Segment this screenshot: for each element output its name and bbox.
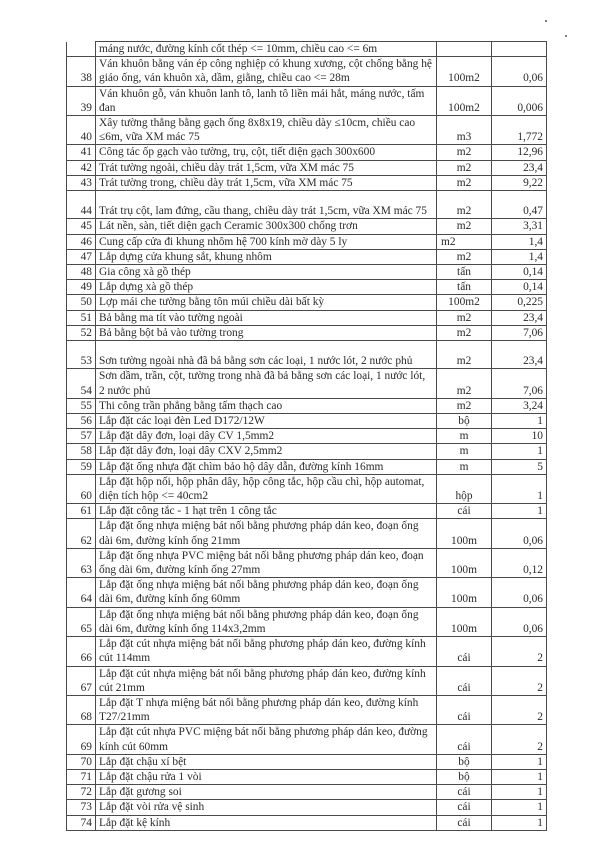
table-row <box>67 444 547 459</box>
row-description: Lắp đặt ống nhựa miệng bát nối bằng phương pháp dán keo, đoạn ống dài 6m, đường kính ống 114x3,2mm <box>96 607 437 636</box>
table-row <box>67 769 547 784</box>
row-number: 70 <box>67 754 96 769</box>
row-quantity: 0,225 <box>492 295 547 310</box>
row-number: 56 <box>67 414 96 429</box>
table-row <box>67 459 547 474</box>
row-unit: tấn <box>437 265 492 280</box>
row-number: 68 <box>67 695 96 724</box>
table-row <box>67 398 547 413</box>
row-number: 61 <box>67 504 96 519</box>
row-number: 62 <box>67 519 96 548</box>
row-description: Lắp đặt kệ kính <box>96 815 437 830</box>
row-unit: bộ <box>437 754 492 769</box>
row-description: Gia công xà gồ thép <box>96 265 437 280</box>
row-unit: cái <box>437 815 492 830</box>
row-number: 71 <box>67 769 96 784</box>
table-row <box>67 249 547 264</box>
row-unit: m2 <box>437 234 492 249</box>
row-description: Lắp đặt T nhựa miệng bát nối bằng phương pháp dán keo, đường kính T27/21mm <box>96 695 437 724</box>
row-number: 51 <box>67 310 96 325</box>
row-description: Lắp đặt ống nhựa miệng bát nối bằng phương pháp dán keo, đoạn ống dài 6m, đường kính ống 60mm <box>96 578 437 607</box>
row-number: 73 <box>67 800 96 815</box>
table-row <box>67 310 547 325</box>
row-unit: cái <box>437 666 492 695</box>
row-quantity: 2 <box>492 695 547 724</box>
row-unit: m2 <box>437 325 492 340</box>
row-description: Lát nền, sàn, tiết diện gạch Ceramic 300x300 chống trơn <box>96 219 437 234</box>
row-description: Lắp dựng xà gồ thép <box>96 280 437 295</box>
row-unit: bộ <box>437 414 492 429</box>
row-unit: m2 <box>437 175 492 190</box>
row-unit: 100m <box>437 578 492 607</box>
row-number: 64 <box>67 578 96 607</box>
row-unit: cái <box>437 637 492 666</box>
row-unit: m <box>437 429 492 444</box>
row-quantity: 1 <box>492 754 547 769</box>
row-quantity: 0,06 <box>492 57 547 86</box>
row-number: 53 <box>67 341 96 369</box>
row-number: 65 <box>67 607 96 636</box>
table-row <box>67 474 547 503</box>
row-description: Lắp đặt công tắc - 1 hạt trên 1 công tắc <box>96 504 437 519</box>
row-unit: cái <box>437 725 492 754</box>
row-unit: tấn <box>437 280 492 295</box>
row-quantity: 2 <box>492 725 547 754</box>
row-number: 52 <box>67 325 96 340</box>
row-quantity: 1,4 <box>492 234 547 249</box>
row-number: 46 <box>67 234 96 249</box>
row-quantity: 0,14 <box>492 280 547 295</box>
row-number: 49 <box>67 280 96 295</box>
row-unit: 100m2 <box>437 86 492 115</box>
table-row <box>67 725 547 754</box>
row-quantity: 7,06 <box>492 369 547 398</box>
row-quantity: 3,31 <box>492 219 547 234</box>
row-number: 45 <box>67 219 96 234</box>
row-quantity: 3,24 <box>492 398 547 413</box>
row-quantity: 10 <box>492 429 547 444</box>
table-body <box>67 42 547 831</box>
row-quantity: 0,12 <box>492 548 547 577</box>
row-quantity: 0,06 <box>492 519 547 548</box>
table-row <box>67 815 547 830</box>
row-number: 54 <box>67 369 96 398</box>
row-quantity: 1 <box>492 504 547 519</box>
scan-speck <box>565 35 567 37</box>
table-row <box>67 57 547 86</box>
row-number: 44 <box>67 191 96 219</box>
row-unit: 100m2 <box>437 295 492 310</box>
table-row <box>67 369 547 398</box>
table-row-continuation <box>67 42 547 57</box>
row-description: Bả bằng ma tít vào tường ngoài <box>96 310 437 325</box>
row-number: 38 <box>67 57 96 86</box>
row-unit: m2 <box>437 398 492 413</box>
row-description: Lắp đặt cút nhựa miệng bát nối bằng phương pháp dán keo, đường kính cút 114mm <box>96 637 437 666</box>
row-description: Trát tường trong, chiều dày trát 1,5cm, vữa XM mác 75 <box>96 175 437 190</box>
table-row <box>67 666 547 695</box>
row-description: Lắp đặt gương soi <box>96 785 437 800</box>
row-description: Bả bằng bột bả vào tường trong <box>96 325 437 340</box>
table-row <box>67 504 547 519</box>
table-row <box>67 341 547 369</box>
table-row <box>67 116 547 145</box>
row-quantity: 2 <box>492 637 547 666</box>
row-number: 47 <box>67 249 96 264</box>
row-description: Lắp đặt ống nhựa đặt chìm bảo hộ dây dẫn, đường kính 16mm <box>96 459 437 474</box>
row-number: 55 <box>67 398 96 413</box>
row-number: 57 <box>67 429 96 444</box>
row-unit: 100m <box>437 607 492 636</box>
row-quantity: 1,4 <box>492 249 547 264</box>
row-number: 43 <box>67 175 96 190</box>
table-row <box>67 325 547 340</box>
table-row <box>67 429 547 444</box>
table-row <box>67 607 547 636</box>
row-quantity: 0,14 <box>492 265 547 280</box>
row-number <box>67 42 96 57</box>
row-description: Lắp đặt cút nhựa miệng bát nối bằng phương pháp dán keo, đường kính cút 21mm <box>96 666 437 695</box>
table-row <box>67 86 547 115</box>
row-quantity: 0,006 <box>492 86 547 115</box>
row-unit: 100m <box>437 519 492 548</box>
row-number: 72 <box>67 785 96 800</box>
row-quantity: 1 <box>492 785 547 800</box>
row-number: 58 <box>67 444 96 459</box>
row-description: Lắp đặt dây đơn, loại dây CXV 2,5mm2 <box>96 444 437 459</box>
row-description: Lắp đặt ống nhựa PVC miệng bát nối bằng phương pháp dán keo, đoạn ống dài 6m, đường kính ống 27mm <box>96 548 437 577</box>
row-number: 50 <box>67 295 96 310</box>
row-unit: m2 <box>437 219 492 234</box>
row-description: Lắp đặt ống nhựa miệng bát nối bằng phương pháp dán keo, đoạn ống dài 6m, đường kính ống 21mm <box>96 519 437 548</box>
row-description: Xây tường thẳng bằng gạch ống 8x8x19, chiều dày ≤10cm, chiều cao ≤6m, vữa XM mác 75 <box>96 116 437 145</box>
table-row <box>67 785 547 800</box>
row-number: 42 <box>67 160 96 175</box>
row-unit: m2 <box>437 341 492 369</box>
row-description: Lắp đặt chậu xí bệt <box>96 754 437 769</box>
row-quantity: 7,06 <box>492 325 547 340</box>
row-quantity: 5 <box>492 459 547 474</box>
row-number: 74 <box>67 815 96 830</box>
row-quantity: 9,22 <box>492 175 547 190</box>
row-unit: m2 <box>437 160 492 175</box>
row-unit: m <box>437 459 492 474</box>
row-unit: 100m <box>437 548 492 577</box>
row-quantity: 0,06 <box>492 607 547 636</box>
row-unit: m <box>437 444 492 459</box>
row-quantity: 1 <box>492 444 547 459</box>
row-quantity: 23,4 <box>492 310 547 325</box>
row-unit: m2 <box>437 191 492 219</box>
row-unit: m3 <box>437 116 492 145</box>
row-number: 67 <box>67 666 96 695</box>
row-quantity: 12,96 <box>492 145 547 160</box>
table-row <box>67 191 547 219</box>
table-row <box>67 175 547 190</box>
row-description: Ván khuôn gỗ, ván khuôn lanh tô, lanh tô liền mái hắt, máng nước, tấm đan <box>96 86 437 115</box>
row-description: Lắp đặt cút nhựa PVC miệng bát nối bằng phương pháp dán keo, đường kính cút 60mm <box>96 725 437 754</box>
table-row <box>67 578 547 607</box>
row-description: Trát tường ngoài, chiều dày trát 1,5cm, vữa XM mác 75 <box>96 160 437 175</box>
table-row <box>67 548 547 577</box>
row-description: Sơn tường ngoài nhà đã bả bằng sơn các loại, 1 nước lót, 2 nước phủ <box>96 341 437 369</box>
row-quantity: 1 <box>492 769 547 784</box>
row-number: 48 <box>67 265 96 280</box>
row-number: 40 <box>67 116 96 145</box>
row-description: Lắp đặt các loại đèn Led D172/12W <box>96 414 437 429</box>
row-quantity: 1 <box>492 815 547 830</box>
table-row <box>67 695 547 724</box>
row-quantity: 0,06 <box>492 578 547 607</box>
row-description: máng nước, đường kính cốt thép <= 10mm, chiều cao <= 6m <box>96 42 437 57</box>
row-unit: cái <box>437 800 492 815</box>
table-row <box>67 234 547 249</box>
row-quantity: 2 <box>492 666 547 695</box>
row-number: 41 <box>67 145 96 160</box>
table-row <box>67 414 547 429</box>
row-description: Cung cấp cửa đi khung nhôm hệ 700 kính mờ dày 5 ly <box>96 234 437 249</box>
table-row <box>67 280 547 295</box>
row-description: Công tác ốp gạch vào tường, trụ, cột, tiết diện gạch 300x600 <box>96 145 437 160</box>
row-description: Trát trụ cột, lam đứng, cầu thang, chiều dày trát 1,5cm, vữa XM mác 75 <box>96 191 437 219</box>
row-quantity: 23,4 <box>492 341 547 369</box>
table-row <box>67 637 547 666</box>
row-unit: 100m2 <box>437 57 492 86</box>
table-row <box>67 295 547 310</box>
row-unit: m2 <box>437 249 492 264</box>
row-quantity: 1 <box>492 414 547 429</box>
row-unit: m2 <box>437 310 492 325</box>
row-unit: hộp <box>437 474 492 503</box>
row-description: Ván khuôn bằng ván ép công nghiệp có khung xương, cột chống bằng hệ giáo ống, ván khuôn xà, dầm, giằng, chiều cao <= 28m <box>96 57 437 86</box>
row-description: Lắp đặt hộp nối, hộp phân dây, hộp công tắc, hộp cầu chì, hộp automat, diện tích hộp <= 40cm2 <box>96 474 437 503</box>
row-description: Lắp đặt chậu rửa 1 vòi <box>96 769 437 784</box>
row-description: Lợp mái che tường bằng tôn múi chiều dài bất kỳ <box>96 295 437 310</box>
row-unit: m2 <box>437 145 492 160</box>
row-unit: cái <box>437 785 492 800</box>
row-quantity: 1 <box>492 474 547 503</box>
row-description: Thi công trần phẳng bằng tấm thạch cao <box>96 398 437 413</box>
row-description: Lắp đặt vòi rửa vệ sinh <box>96 800 437 815</box>
row-unit: cái <box>437 695 492 724</box>
row-number: 59 <box>67 459 96 474</box>
row-quantity: 1 <box>492 800 547 815</box>
table-row <box>67 145 547 160</box>
row-description: Lắp dựng cửa khung sắt, khung nhôm <box>96 249 437 264</box>
row-quantity <box>492 42 547 57</box>
row-number: 60 <box>67 474 96 503</box>
scan-speck <box>545 20 547 22</box>
row-unit: bộ <box>437 769 492 784</box>
table-row <box>67 265 547 280</box>
table-row <box>67 519 547 548</box>
table-row <box>67 754 547 769</box>
row-description: Lắp đặt dây đơn, loại dây CV 1,5mm2 <box>96 429 437 444</box>
row-quantity: 1,772 <box>492 116 547 145</box>
row-quantity: 23,4 <box>492 160 547 175</box>
row-unit <box>437 42 492 57</box>
table-row <box>67 160 547 175</box>
table-row <box>67 219 547 234</box>
row-unit: m2 <box>437 369 492 398</box>
row-description: Sơn dầm, trần, cột, tường trong nhà đã bả bằng sơn các loại, 1 nước lót, 2 nước phủ <box>96 369 437 398</box>
row-number: 66 <box>67 637 96 666</box>
row-number: 39 <box>67 86 96 115</box>
row-unit: cái <box>437 504 492 519</box>
row-quantity: 0,47 <box>492 191 547 219</box>
row-number: 63 <box>67 548 96 577</box>
bill-of-quantities-table <box>66 41 547 831</box>
table-row <box>67 800 547 815</box>
row-number: 69 <box>67 725 96 754</box>
